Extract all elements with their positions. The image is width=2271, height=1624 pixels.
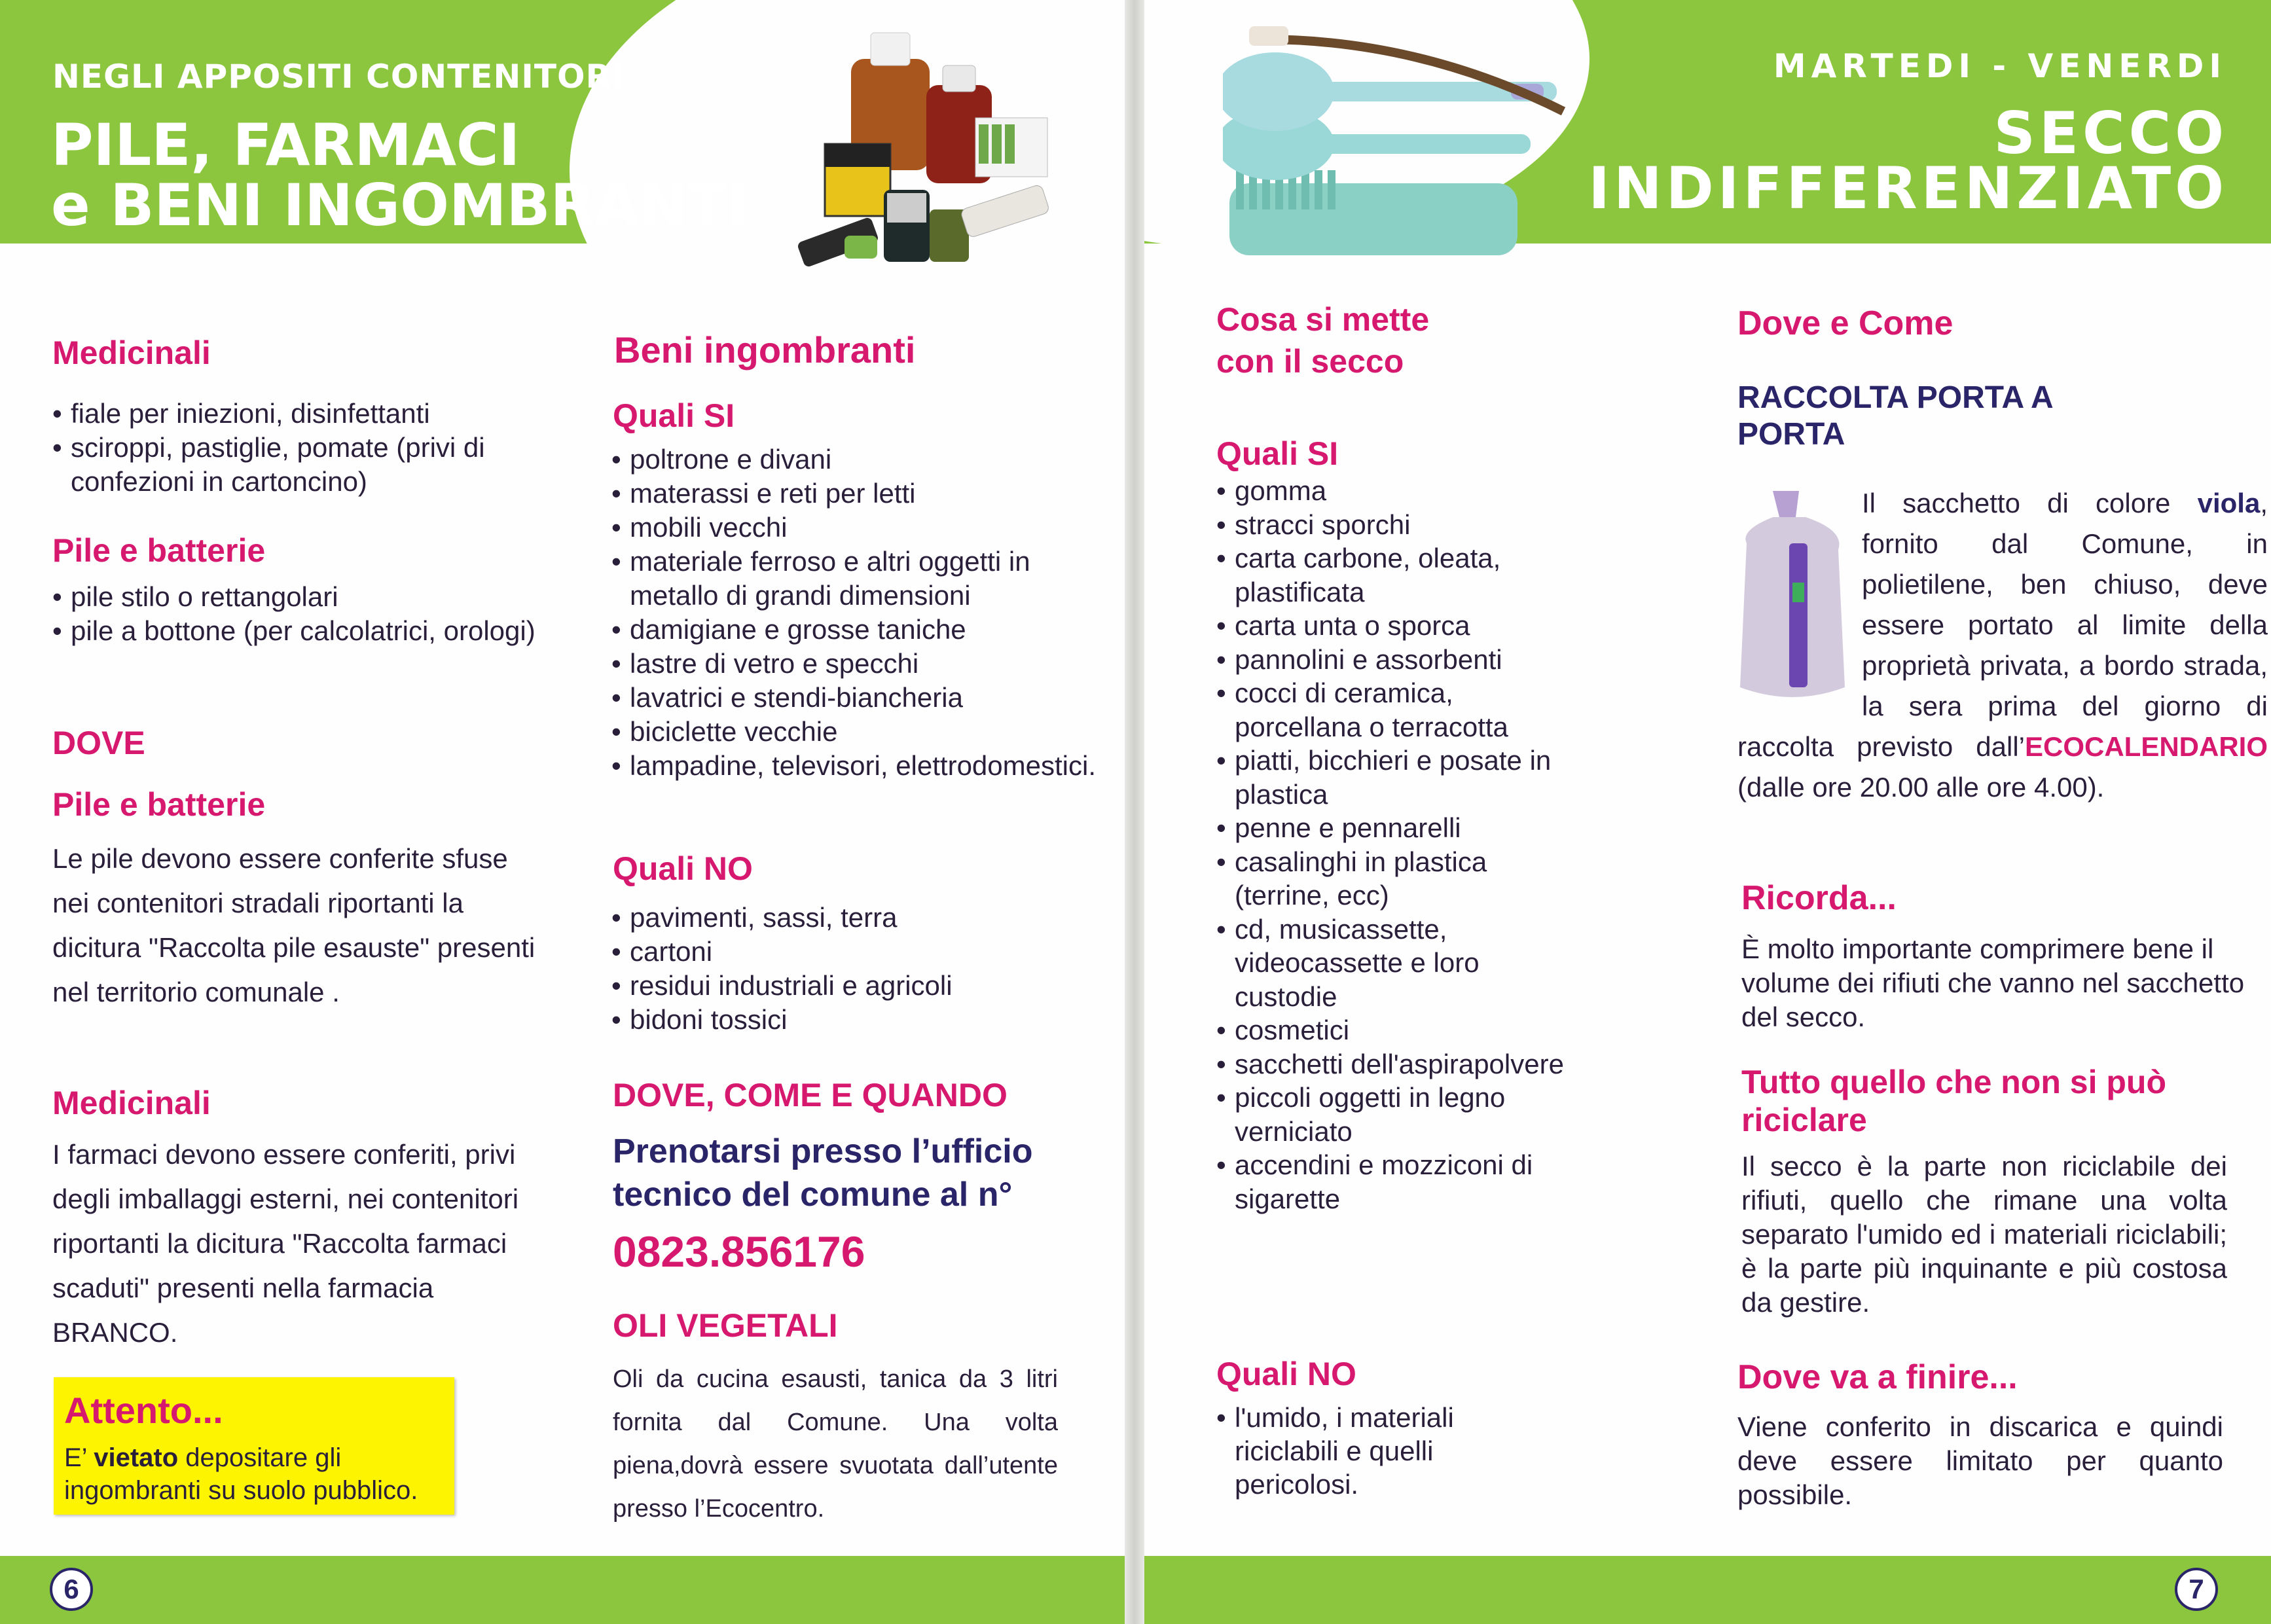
ricorda-text: È molto importante comprimere bene il volume dei rifiuti che vanno nel sacchetto del secco.: [1741, 933, 2245, 1032]
list-item: • penne e pennarelli: [1216, 811, 1583, 845]
list-item: • cosmetici: [1216, 1013, 1583, 1047]
dove-come-quando-title: DOVE, COME E QUANDO: [613, 1077, 1008, 1113]
secco-si-title: Quali SI: [1216, 435, 1339, 472]
tutto-quello-title: Tutto quello che non si può riciclare: [1741, 1064, 2166, 1138]
list-item: • cd, musicassette, videocassette e loro custodie: [1216, 912, 1583, 1014]
page-number-right: 7: [2175, 1568, 2218, 1611]
attento-box: [54, 1377, 454, 1515]
list-item: • mobili vecchi: [611, 511, 1096, 545]
beni-si-list: [611, 442, 1096, 783]
list-item: • pile a bottone (per calcolatrici, orologi): [52, 614, 537, 648]
list-item: • poltrone e divani: [611, 442, 1096, 477]
beni-ingombranti-title: Beni ingombranti: [614, 329, 916, 370]
list-item: • carta carbone, oleata, plastificata: [1216, 541, 1583, 609]
list-item: • pile stilo o rettangolari: [52, 580, 537, 614]
list-item: • fiale per iniezioni, disinfettanti: [52, 397, 550, 431]
page-number-left: 6: [50, 1568, 93, 1611]
left-page: [0, 0, 1125, 1624]
dove-va-a-finire-text: Viene conferito in discarica e quindi deve essere limitato per quanto possibile.: [1737, 1411, 2223, 1510]
book-gutter: [1125, 0, 1144, 1624]
list-item: • pannolini e assorbenti: [1216, 643, 1583, 677]
list-item: • l'umido, i materiali riciclabili e quelli pericolosi.: [1216, 1401, 1557, 1501]
list-item: • carta unta o sporca: [1216, 609, 1583, 643]
secco-no-list: [1216, 1401, 1557, 1501]
pile-title: Pile e batterie: [52, 532, 266, 569]
list-item: • lavatrici e stendi-biancheria: [611, 681, 1096, 715]
secco-no-title: Quali NO: [1216, 1356, 1356, 1392]
secco-si-list: [1216, 474, 1583, 1216]
list-item: • cartoni: [611, 935, 1096, 969]
dove-title: DOVE: [52, 725, 145, 761]
phone-number: 0823.856176: [613, 1227, 865, 1276]
list-item: • sciroppi, pastiglie, pomate (privi di confezioni in cartoncino): [52, 431, 550, 499]
left-footer-band: [0, 1556, 1125, 1624]
beni-no-list: [611, 901, 1096, 1037]
list-item: • damigiane e grosse taniche: [611, 613, 1096, 647]
attento-title: Attento...: [64, 1390, 223, 1431]
oli-vegetali-text: Oli da cucina esausti, tanica da 3 litri fornita dal Comune. Una volta piena,dovrà essere svuotata dall’utente presso l’Ecocentro.: [613, 1365, 1058, 1523]
dove-medicinali-title: Medicinali: [52, 1085, 211, 1121]
left-header-title-2: e BENI INGOMBRANTI: [51, 171, 748, 239]
right-header-days: MARTEDI - VENERDI: [1773, 47, 2226, 85]
list-item: • biciclette vecchie: [611, 715, 1096, 749]
sacchetto-text: Il sacchetto di colore viola, fornito dal Comune, in polietilene, ben chiuso, deve essere portato al limite della proprietà privata, a bordo strada, la sera prima del giorno di raccolta previsto dall’ECOCALENDARIO (dalle ore 20.00 alle ore 4.00).: [1737, 488, 2268, 803]
beni-si-title: Quali SI: [613, 397, 735, 434]
prenota-text: Prenotarsi presso l’ufficio tecnico del comune al n°: [613, 1132, 1033, 1214]
attento-text: E’ vietato depositare gli ingombranti su suolo pubblico.: [64, 1443, 418, 1505]
list-item: • materiale ferroso e altri oggetti in metallo di grandi dimensioni: [611, 545, 1096, 613]
pile-list: [52, 580, 537, 648]
right-page: [1144, 0, 2271, 1624]
list-item: • piatti, bicchieri e posate in plastica: [1216, 744, 1583, 811]
list-item: • accendini e mozziconi di sigarette: [1216, 1148, 1583, 1216]
list-item: • stracci sporchi: [1216, 508, 1583, 542]
list-item: • piccoli oggetti in legno verniciato: [1216, 1081, 1583, 1148]
medicinali-list: [52, 397, 550, 499]
dove-va-a-finire-title: Dove va a finire...: [1737, 1358, 2018, 1396]
dove-medicinali-text: I farmaci devono essere conferiti, privi degli imballaggi esterni, nei contenitori riportanti la dicitura "Raccolta farmaci scaduti" presenti nella farmacia BRANCO.: [52, 1139, 519, 1348]
dove-pile-text: Le pile devono essere conferite sfuse nei contenitori stradali riportanti la dicitura "Raccolta pile esauste" presenti nel territorio comunale .: [52, 843, 536, 1007]
raccolta-porta-a-porta-title: RACCOLTA PORTA A PORTA: [1737, 380, 2052, 452]
left-header-subtitle: NEGLI APPOSITI CONTENITORI: [52, 58, 625, 96]
list-item: • cocci di ceramica, porcellana o terracotta: [1216, 676, 1583, 744]
list-item: • lampadine, televisori, elettrodomestici.: [611, 749, 1096, 783]
list-item: • gomma: [1216, 474, 1583, 508]
right-header-title-2: INDIFFERENZIATO: [1588, 154, 2228, 222]
list-item: • pavimenti, sassi, terra: [611, 901, 1096, 935]
tutto-quello-text: Il secco è la parte non riciclabile dei rifiuti, quello che rimane una volta separato l'umido ed i materiali riciclabili; è la parte più inquinante e più costosa da gestire.: [1741, 1151, 2227, 1318]
list-item: • sacchetti dell'aspirapolvere: [1216, 1047, 1583, 1081]
oli-vegetali-title: OLI VEGETALI: [613, 1307, 838, 1344]
beni-no-title: Quali NO: [613, 850, 753, 887]
right-footer-band: [1144, 1556, 2271, 1624]
cosa-si-mette-title: Cosa si mette con il secco: [1216, 301, 1430, 380]
list-item: • bidoni tossici: [611, 1003, 1096, 1037]
batteries-medicines-illustration: [753, 20, 1061, 268]
list-item: • lastre di vetro e specchi: [611, 647, 1096, 681]
list-item: • materassi e reti per letti: [611, 477, 1096, 511]
ricorda-title: Ricorda...: [1741, 879, 1897, 917]
dove-e-come-title: Dove e Come: [1737, 304, 1953, 342]
dove-pile-title: Pile e batterie: [52, 786, 266, 823]
list-item: • residui industriali e agricoli: [611, 969, 1096, 1003]
left-header-title-1: PILE, FARMACI: [51, 111, 520, 179]
right-header-title-1: SECCO: [1993, 99, 2228, 167]
medicinali-title: Medicinali: [52, 334, 211, 371]
list-item: • casalinghi in plastica (terrine, ecc): [1216, 845, 1583, 912]
plastic-items-illustration: [1223, 13, 1590, 275]
